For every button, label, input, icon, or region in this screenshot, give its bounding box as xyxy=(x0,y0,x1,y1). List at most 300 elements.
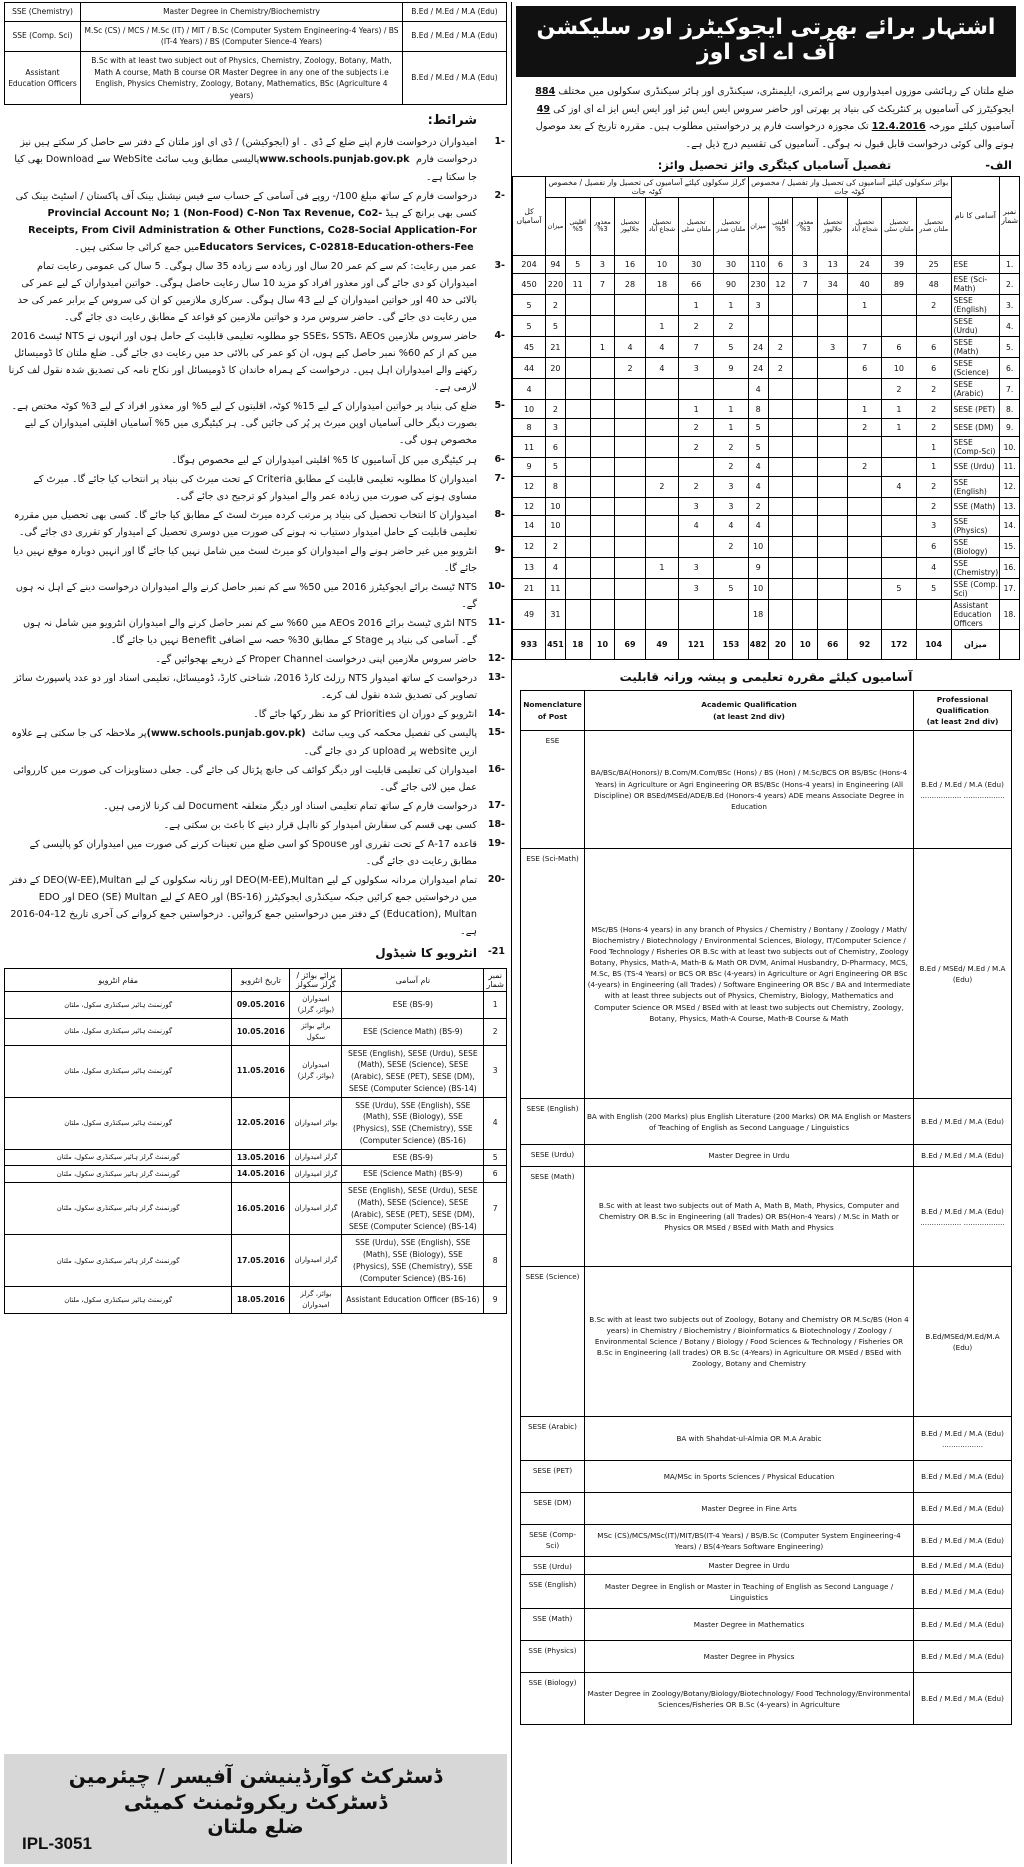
schedule-venue: گورنمنٹ ہائیر سیکنڈری سکول، ملتان xyxy=(5,1287,232,1314)
qual-professional: B.Ed / MSEd/ M.Ed / M.A (Edu) xyxy=(914,849,1012,1099)
alloc-total: 45 xyxy=(513,337,546,358)
alloc-girls-value xyxy=(565,316,590,337)
condition-number: 3- xyxy=(494,259,505,271)
qual-header-nom-text: Nomenclature of Post xyxy=(523,700,582,721)
alloc-boys-value xyxy=(818,536,848,557)
alloc-row xyxy=(513,295,1020,316)
alloc-boys-value xyxy=(793,515,818,536)
schedule-sn: 4 xyxy=(484,1097,507,1149)
alloc-girls-value: 4 xyxy=(679,515,714,536)
alloc-girls-value xyxy=(590,578,615,599)
alloc-girls-value xyxy=(645,458,679,476)
schedule-category: امیدواران (بوائز، گرلز) xyxy=(290,992,342,1019)
condition-number: 5- xyxy=(494,400,505,412)
alloc-boys-value: 5 xyxy=(881,578,916,599)
alloc-post: SSE (English) xyxy=(951,476,1000,497)
alloc-sn: 5. xyxy=(1000,337,1020,358)
ipl-number: IPL-3051 xyxy=(22,1834,92,1853)
alloc-girls-value: 2 xyxy=(714,316,749,337)
allocation-subheading xyxy=(512,154,1020,176)
alloc-sum-blank xyxy=(1000,629,1020,659)
alloc-sum-girls: 49 xyxy=(645,629,679,659)
schedule-header-venue: مقام انٹرویو xyxy=(5,969,232,992)
top-table-row xyxy=(5,51,507,105)
qual-header-nomenclature xyxy=(521,690,585,730)
alloc-boys-total: 4 xyxy=(748,379,768,400)
alloc-post: SESE (Arabic) xyxy=(951,379,1000,400)
alloc-total: 10 xyxy=(513,400,546,418)
condition-english: Provincial Account No; 1 (Non-Food) C-Non Tax Revenue, Co2-Receipts, From Civil Administration & Other Functions, Co28-Social Application-For Educators Services, C-02818-Education-others-Fee xyxy=(28,207,477,253)
alloc-boys-value xyxy=(793,358,818,379)
alloc-girls-value xyxy=(645,437,679,458)
condition-text: درخواست فارم کے ساتھ مبلغ 100/- روپے فی آسامی کے حساب سے فیس نیشنل بینک آف پاکستان / اسٹیٹ بینک کی کسی بھی برانچ کے ہیڈ xyxy=(15,190,477,219)
intro-aeo-count: 49 xyxy=(536,103,551,115)
schedule-category: بوائز، گرلز امیدواران xyxy=(290,1287,342,1314)
schedule-row xyxy=(5,1097,507,1149)
alloc-girls-value xyxy=(714,599,749,629)
condition-item xyxy=(4,452,507,469)
qual-academic: Master Degree in Physics xyxy=(585,1641,914,1673)
alloc-girls-value xyxy=(590,557,615,578)
top-qualification-cell: Master Degree in Chemistry/Biochemistry xyxy=(81,3,403,22)
qual-post: SESE (Comp-Sci) xyxy=(521,1525,585,1557)
condition-text: NTS ٹیسٹ برائے ایجوکیٹرز 2016 میں 50% سے کم نمبر حاصل کرنے والے امیدواران درخواست دینے کے اہل نہ ہوں گے۔ xyxy=(15,581,477,610)
alloc-sum-girls: 121 xyxy=(679,629,714,659)
alloc-boys-value xyxy=(768,578,793,599)
alloc-post: SESE (Urdu) xyxy=(951,316,1000,337)
alloc-boys-value xyxy=(768,497,793,515)
alloc-subheader-girls: تحصیل ملتان صدر xyxy=(714,197,749,255)
alloc-boys-value: 2 xyxy=(768,358,793,379)
alloc-boys-value xyxy=(793,557,818,578)
condition-item xyxy=(4,872,507,940)
alloc-post: SSE (Chemistry) xyxy=(951,557,1000,578)
alloc-boys-value xyxy=(818,400,848,418)
alloc-post: SESE (Comp-Sci) xyxy=(951,437,1000,458)
qual-professional: B.Ed / M.Ed / M.A (Edu) .................. xyxy=(914,1417,1012,1461)
condition-item xyxy=(4,398,507,449)
alloc-girls-value xyxy=(565,418,590,436)
alloc-girls-value xyxy=(714,379,749,400)
alloc-girls-value xyxy=(615,497,645,515)
schedule-sn: 8 xyxy=(484,1235,507,1287)
alloc-girls-total: 2 xyxy=(546,295,566,316)
condition-number: 6- xyxy=(494,453,505,465)
intro-text-4: تک مجوزہ درخواست فارم پر درخواستیں مطلوب ہیں۔ مقررہ تاریخ کے بعد موصول ہونے والی کوئی درخواست قابل قبول نہ ہوگی۔ آسامیوں کی تقسیم درج ذیل ہے۔ xyxy=(535,121,1014,151)
alloc-total: 14 xyxy=(513,515,546,536)
signature-line-2: ڈسٹرکٹ ریکروٹمنٹ کمیٹی xyxy=(123,1790,388,1814)
schedule-header-post: نام آسامی xyxy=(342,969,484,992)
alloc-header-boys: بوائز سکولوں کیلئے آسامیوں کی تحصیل وار تفصیل / مخصوص کوٹہ جات xyxy=(748,176,951,197)
schedule-sn: 9 xyxy=(484,1287,507,1314)
schedule-post: SSE (Urdu), SSE (English), SSE (Math), SSE (Biology), SSE (Physics), SSE (Chemistry), SSE (Computer Science) (BS-16) xyxy=(342,1097,484,1149)
alloc-boys-value: 4 xyxy=(916,557,951,578)
alloc-total: 204 xyxy=(513,255,546,273)
alloc-post: ESE (Sci-Math) xyxy=(951,274,1000,295)
alloc-sn: 17. xyxy=(1000,578,1020,599)
alloc-girls-value xyxy=(590,599,615,629)
interview-schedule-title xyxy=(4,942,507,966)
qualification-row xyxy=(521,849,1012,1099)
alloc-girls-value: 66 xyxy=(679,274,714,295)
alloc-boys-value: 3 xyxy=(916,515,951,536)
alloc-sum-label: میزان xyxy=(951,629,1000,659)
alloc-sn: 8. xyxy=(1000,400,1020,418)
qual-post: SSE (Physics) xyxy=(521,1641,585,1673)
alloc-sn: 16. xyxy=(1000,557,1020,578)
alloc-sn: 15. xyxy=(1000,536,1020,557)
alloc-header-post: آسامی کا نام xyxy=(951,176,1000,255)
alloc-girls-value: 3 xyxy=(714,497,749,515)
alloc-boys-value xyxy=(881,557,916,578)
alloc-boys-value: 1 xyxy=(848,400,882,418)
alloc-boys-value xyxy=(793,337,818,358)
intro-text-2: ایجوکیٹرز کی آسامیوں پر کنٹریکٹ کی بنیاد پر بھرتی اور حاضر سروس ایس ایس ٹیز اور ایس ایس ایز اے ای اوز کی xyxy=(553,103,1014,115)
alloc-girls-value xyxy=(615,536,645,557)
alloc-subheader-boys: تحصیل ملتان صدر xyxy=(916,197,951,255)
intro-educator-count: 884 xyxy=(535,86,556,97)
right-column xyxy=(511,2,1020,1864)
alloc-boys-value: 10 xyxy=(881,358,916,379)
alloc-boys-value: 2 xyxy=(916,476,951,497)
alloc-post: Assistant Education Officers xyxy=(951,599,1000,629)
condition-item xyxy=(4,328,507,396)
qual-header-aq-sub: (at least 2nd div) xyxy=(713,711,785,721)
signature-line-3: ضلع ملتان xyxy=(207,1816,304,1838)
alloc-girls-value xyxy=(565,437,590,458)
alloc-girls-value xyxy=(590,358,615,379)
alloc-girls-value: 9 xyxy=(714,358,749,379)
alloc-boys-value: 6 xyxy=(916,337,951,358)
schedule-row xyxy=(5,1045,507,1097)
alloc-girls-value xyxy=(615,295,645,316)
alloc-boys-value xyxy=(793,536,818,557)
alloc-boys-value: 5 xyxy=(916,578,951,599)
condition-number: 15- xyxy=(487,727,505,739)
condition-item xyxy=(4,188,507,256)
qual-professional: B.Ed / M.Ed / M.A (Edu) xyxy=(914,1525,1012,1557)
intro-last-date: 12.4.2016 xyxy=(871,121,926,133)
alloc-boys-value xyxy=(881,295,916,316)
alloc-sn: 14. xyxy=(1000,515,1020,536)
alloc-total: 11 xyxy=(513,437,546,458)
headline-banner: اشتہار برائے بھرتی ایجوکیٹرز اور سلیکشن آف اے ای اوز xyxy=(516,6,1016,77)
alloc-sn: 7. xyxy=(1000,379,1020,400)
top-post-cell: SSE (Chemistry) xyxy=(5,3,81,22)
alloc-total: 13 xyxy=(513,557,546,578)
alloc-row xyxy=(513,578,1020,599)
alloc-boys-value xyxy=(793,295,818,316)
alloc-girls-value: 2 xyxy=(645,476,679,497)
alloc-girls-value: 16 xyxy=(615,255,645,273)
qual-header-pq-text: Professional Qualification xyxy=(936,694,989,715)
condition-text-2: پر ملاحظہ کی جا سکتی ہے علاوہ ازیں website پر upload کر دی جائے گی۔ xyxy=(11,728,477,757)
schedule-date: 18.05.2016 xyxy=(232,1287,290,1314)
alloc-girls-value: 1 xyxy=(679,400,714,418)
condition-item xyxy=(4,258,507,326)
alloc-girls-value xyxy=(565,476,590,497)
alloc-girls-value xyxy=(565,337,590,358)
alloc-boys-value: 4 xyxy=(881,476,916,497)
alloc-boys-value: 6 xyxy=(916,358,951,379)
alloc-subheader-boys: تحصیل شجاع آباد xyxy=(848,197,882,255)
alloc-row xyxy=(513,400,1020,418)
alloc-girls-value xyxy=(645,497,679,515)
qual-academic: Master Degree in Mathematics xyxy=(585,1609,914,1641)
alloc-boys-value xyxy=(881,316,916,337)
alloc-boys-value xyxy=(881,599,916,629)
qual-academic: B.Sc with at least two subjects out of Zoology, Botany and Chemistry OR M.Sc/BS (Hon 4 years) in Chemistry / Biochemistry / Bioinformatics & Biotechnology / Zoology / Environmental Science / Botany / Biology / Food Sciences & Technology / Fisheries OR B.Sc in Engineering (all trades) OR B.Sc (4-Years) in Agriculture OR MSEd / BSEd with Zoology, Botany and Chemistry xyxy=(585,1267,914,1417)
condition-number: 16- xyxy=(487,763,505,775)
qual-post: SESE (Math) xyxy=(521,1167,585,1267)
qualification-row xyxy=(521,1461,1012,1493)
alloc-boys-value xyxy=(818,458,848,476)
alloc-girls-value: 10 xyxy=(645,255,679,273)
qual-academic: B.Sc with at least two subjects out of Math A, Math B, Math, Physics, Computer and Chemistry OR B.Sc in Engineering (all Trades) OR BS(Hon-4 Years) / M.Sc in Math or Physics OR MSEd / BSEd with Math and Physics xyxy=(585,1167,914,1267)
alloc-boys-total: 24 xyxy=(748,337,768,358)
alloc-boys-value: 34 xyxy=(818,274,848,295)
alloc-girls-value: 1 xyxy=(714,295,749,316)
alloc-post: SSE (Urdu) xyxy=(951,458,1000,476)
alloc-boys-value xyxy=(768,400,793,418)
alloc-boys-value xyxy=(881,437,916,458)
alloc-sn: 1. xyxy=(1000,255,1020,273)
alloc-girls-value: 4 xyxy=(645,358,679,379)
alloc-boys-value xyxy=(768,599,793,629)
alloc-girls-value xyxy=(565,497,590,515)
alloc-girls-value xyxy=(645,578,679,599)
alloc-girls-value xyxy=(565,458,590,476)
condition-text: حاضر سروس ملازمین SSEs، SSTs، AEOs جو مطلوبہ تعلیمی قابلیت کے حامل ہوں اور انہوں نے NTS ٹیسٹ 2016 میں کم از کم 60% نمبر حاصل کیے ہوں، ان کو عمر کی بالائی حد میں رعایت دی جائے گی۔ ضلع ملتان کا ڈومیسائل رکھنے والے امیدواران اہل ہیں۔ درخواست کے ہمراہ خاندان کا ڈومیسائل اور نکاح نامہ کی تصدیق شدہ نقول لف کرنا لازمی ہے۔ xyxy=(8,331,477,394)
condition-text: حاضر سروس ملازمین اپنی درخواست Proper Channel کے ذریعے بھجوائیں گے۔ xyxy=(155,654,477,666)
qualification-row xyxy=(521,731,1012,849)
condition-item xyxy=(4,725,507,759)
alloc-girls-value: 3 xyxy=(590,255,615,273)
schedule-venue: گورنمنٹ ہائیر سیکنڈری سکول، ملتان xyxy=(5,992,232,1019)
alloc-boys-value xyxy=(818,295,848,316)
alloc-boys-value xyxy=(818,515,848,536)
alloc-boys-value xyxy=(768,458,793,476)
alloc-girls-value: 1 xyxy=(714,418,749,436)
qual-professional: B.Ed / M.Ed / M.A (Edu) xyxy=(914,1461,1012,1493)
top-qualification-cell: M.Sc (CS) / MCS / M.Sc (IT) / MIT / B.Sc (Computer System Engineering-4 Years) / BS (IT-4 Years) / BS (Computer Sience-4 Years) xyxy=(81,21,403,51)
alloc-boys-value xyxy=(818,476,848,497)
condition-item xyxy=(4,706,507,723)
condition-text: امیدواران کا انتخاب تحصیل کی بنیاد پر مرتب کردہ میرٹ لسٹ کے مطابق کیا جائے گا۔ کسی بھی تحصیل میں مقررہ تعلیمی قابلیت کے حامل امیدوار دستیاب نہ ہونے کی صورت میں دوسری تحصیل کے امیدوار کو تقرری دی جائے گی۔ xyxy=(13,509,477,538)
qualification-row xyxy=(521,1099,1012,1145)
alloc-girls-value xyxy=(565,536,590,557)
conditions-list xyxy=(4,134,507,940)
schedule-date: 12.05.2016 xyxy=(232,1097,290,1149)
alloc-girls-value: 4 xyxy=(645,337,679,358)
alloc-girls-value: 7 xyxy=(590,274,615,295)
alloc-sum-girls: 18 xyxy=(565,629,590,659)
condition-number: 17- xyxy=(487,799,505,811)
qual-academic: Master Degree in Zoology/Botany/Biology/Biotechnology/ Food Technology/Environmental Sciences/Fisheries OR B.Sc (4-years) in Agriculture xyxy=(585,1673,914,1725)
alloc-subheader-boys: اقلیتی 5% xyxy=(768,197,793,255)
condition-item xyxy=(4,798,507,815)
condition-number: 14- xyxy=(487,708,505,720)
alloc-boys-value: 2 xyxy=(916,497,951,515)
alloc-boys-value: 24 xyxy=(848,255,882,273)
alloc-total: 5 xyxy=(513,316,546,337)
alloc-girls-value: 7 xyxy=(679,337,714,358)
alloc-girls-value xyxy=(615,599,645,629)
alloc-girls-value: 30 xyxy=(714,255,749,273)
qualification-row xyxy=(521,1167,1012,1267)
intro-text-3: آسامیوں کیلئے مورخہ xyxy=(928,121,1014,133)
alloc-girls-value xyxy=(645,295,679,316)
alloc-boys-value xyxy=(793,578,818,599)
qualification-row xyxy=(521,1609,1012,1641)
alloc-girls-value: 4 xyxy=(615,337,645,358)
schedule-venue: گورنمنٹ ہائیر سیکنڈری سکول، ملتان xyxy=(5,1018,232,1045)
alloc-girls-value xyxy=(565,557,590,578)
alloc-total: 21 xyxy=(513,578,546,599)
alloc-sum-girls: 69 xyxy=(615,629,645,659)
condition-number: 20- xyxy=(487,873,505,885)
schedule-number: 21- xyxy=(487,946,505,958)
qualification-row xyxy=(521,1493,1012,1525)
alloc-boys-total: 10 xyxy=(748,536,768,557)
top-post-cell: SSE (Comp. Sci) xyxy=(5,21,81,51)
alloc-row xyxy=(513,379,1020,400)
schedule-post: SESE (English), SESE (Urdu), SESE (Math), SESE (Science), SESE (Arabic), SESE (PET), SESE (DM), SESE (Computer Science) (BS-14) xyxy=(342,1183,484,1235)
condition-text: تمام امیدواران مردانہ سکولوں کے لیے DEO(M-EE),Multan اور زنانہ سکولوں کے لیے DEO(W-EE),Multan کے دفتر میں درخواستیں جمع کرائیں جبکہ سیکنڈری ایجوکیٹرز (BS-16) اور AEO کے لیے DEO (SE) Multan اور EDO (Education), Multan کے دفتر میں درخواستیں جمع کروائیں۔ درخواستیں جمع کروانے کی آخری تاریخ 12-04-2016 ہے۔ xyxy=(9,874,477,938)
schedule-venue: گورنمنٹ گرلز ہائیر سیکنڈری سکول، ملتان xyxy=(5,1235,232,1287)
schedule-date: 17.05.2016 xyxy=(232,1235,290,1287)
qual-professional: B.Ed/MSEd/M.Ed/M.A (Edu) xyxy=(914,1267,1012,1417)
condition-text: NTS انٹری ٹیسٹ برائے AEOs 2016 میں 60% سے کم نمبر حاصل کرنے والے امیدواران انٹرویو میں شامل نہ ہوں گے۔ آسامی کی بنیاد پر Stage کے مطابق 30% حصہ سے اضافی Benefit نہیں دیا جائے گا۔ xyxy=(23,618,477,647)
conditions-title: شرائط: xyxy=(427,113,477,129)
alloc-boys-value: 3 xyxy=(793,255,818,273)
alloc-girls-value: 90 xyxy=(714,274,749,295)
alloc-girls-value: 1 xyxy=(714,400,749,418)
alloc-girls-value: 5 xyxy=(714,578,749,599)
alloc-boys-value: 2 xyxy=(848,418,882,436)
alloc-boys-value xyxy=(818,316,848,337)
alloc-boys-value xyxy=(793,418,818,436)
alloc-boys-value xyxy=(768,316,793,337)
signature-block xyxy=(4,1754,507,1864)
qual-academic: MSc/BS (Hons-4 years) in any branch of Physics / Chemistry / Bontany / Zoology / Math/ Biochemistry / Biotechnology / Environmental Sciences, Biology, IT/Computer Science / Food Technology / Fisheries OR B.Sc with at least two subjects out of Chemistry, Zoology Botany, Physics, Math-A, Math-B & Math OR DVM, Animal Husbandry, D-Pharmacy, MCS, M.Sc, BS (TS-4 Years) or BCS OR BSc (4-years) in Agriculture or Agri Engineering OR BSc (4-years) in Engineering (all Trades) / Software Engineering OR BSc / BA and Intermediate with at least three subjects out of Physics, Chemistry, Biology, Mathematics and Computer Science OR MSEd / BSEd with at least two subjects out Chemistry, Zoology, Botany, Physics, Math-A Course, Math-B Course & Math xyxy=(585,849,914,1099)
alloc-boys-value: 2 xyxy=(768,337,793,358)
qual-professional: B.Ed / M.Ed / M.A (Edu) .................. .................. xyxy=(914,731,1012,849)
alloc-girls-value xyxy=(615,379,645,400)
allocation-letter: الف- xyxy=(985,157,1012,172)
alloc-girls-value xyxy=(679,599,714,629)
alloc-boys-total: 2 xyxy=(748,497,768,515)
condition-item xyxy=(4,836,507,870)
condition-number: 7- xyxy=(494,472,505,484)
alloc-subheader-girls: میزان xyxy=(546,197,566,255)
alloc-boys-value: 1 xyxy=(848,295,882,316)
alloc-boys-value xyxy=(881,497,916,515)
alloc-sn: 10. xyxy=(1000,437,1020,458)
alloc-girls-total: 94 xyxy=(546,255,566,273)
condition-text: امیدواران کی تعلیمی قابلیت اور دیگر کوائف کی جانچ پڑتال کی جائے گی۔ جعلی دستاویزات کی صورت میں کارروائی عمل میں لائی جائے گی۔ xyxy=(13,764,477,793)
schedule-post: SSE (Urdu), SSE (English), SSE (Math), SSE (Biology), SSE (Physics), SSE (Chemistry), SSE (Computer Science) (BS-16) xyxy=(342,1235,484,1287)
qual-post: ESE (Sci-Math) xyxy=(521,849,585,1099)
condition-item xyxy=(4,817,507,834)
alloc-girls-total: 31 xyxy=(546,599,566,629)
alloc-boys-value xyxy=(818,599,848,629)
alloc-boys-total: 10 xyxy=(748,578,768,599)
alloc-boys-value: 7 xyxy=(848,337,882,358)
qual-post: SESE (Arabic) xyxy=(521,1417,585,1461)
alloc-boys-value xyxy=(916,316,951,337)
qualification-row xyxy=(521,1267,1012,1417)
schedule-date: 09.05.2016 xyxy=(232,992,290,1019)
alloc-total: 8 xyxy=(513,418,546,436)
condition-number: 4- xyxy=(494,330,505,342)
qual-header-aq-text: Academic Qualification xyxy=(701,700,797,710)
alloc-girls-value xyxy=(590,536,615,557)
alloc-row xyxy=(513,515,1020,536)
alloc-total: 12 xyxy=(513,497,546,515)
qual-professional: B.Ed / M.Ed / M.A (Edu) .................. .................. xyxy=(914,1167,1012,1267)
condition-text: انٹرویو کے دوران ان Priorities کو مد نظر رکھا جائے گا۔ xyxy=(253,709,477,721)
alloc-boys-value xyxy=(793,316,818,337)
alloc-sum-boys-total: 482 xyxy=(748,629,768,659)
alloc-boys-value: 6 xyxy=(768,255,793,273)
left-column xyxy=(4,2,507,1864)
alloc-girls-value: 2 xyxy=(679,476,714,497)
schedule-sn: 1 xyxy=(484,992,507,1019)
schedule-category: گرلز امیدواران xyxy=(290,1183,342,1235)
schedule-post: ESE (Science Math) (BS-9) xyxy=(342,1166,484,1183)
schedule-row xyxy=(5,1018,507,1045)
alloc-boys-value xyxy=(818,358,848,379)
top-professional-cell: B.Ed / M.Ed / M.A (Edu) xyxy=(403,21,507,51)
alloc-boys-total: 4 xyxy=(748,515,768,536)
alloc-sum-row xyxy=(513,629,1020,659)
qual-academic: MA/MSc in Sports Sciences / Physical Education xyxy=(585,1461,914,1493)
condition-number: 19- xyxy=(487,837,505,849)
schedule-sn: 2 xyxy=(484,1018,507,1045)
alloc-girls-total xyxy=(546,379,566,400)
alloc-girls-value xyxy=(679,536,714,557)
alloc-post: SSE (Comp. Sci) xyxy=(951,578,1000,599)
alloc-post: SESE (Science) xyxy=(951,358,1000,379)
alloc-boys-value xyxy=(848,578,882,599)
qualification-row xyxy=(521,1145,1012,1167)
alloc-boys-value xyxy=(818,418,848,436)
condition-number: 1- xyxy=(494,136,505,148)
alloc-boys-total: 3 xyxy=(748,295,768,316)
alloc-header-sn: نمبر شمار xyxy=(1000,176,1020,255)
alloc-girls-value: 3 xyxy=(679,497,714,515)
alloc-boys-value: 13 xyxy=(818,255,848,273)
qual-post: SESE (PET) xyxy=(521,1461,585,1493)
qual-professional: B.Ed / M.Ed / M.A (Edu) xyxy=(914,1493,1012,1525)
alloc-girls-value xyxy=(645,379,679,400)
alloc-girls-value xyxy=(615,437,645,458)
qual-academic: MSc (CS)/MCS/MSc(IT)/MIT/BS(IT-4 Years) / BS/B.Sc (Computer System Engineering-4 Years) / BS(4-Years Software Engineering) xyxy=(585,1525,914,1557)
alloc-subheader-girls: تحصیل جلالپور xyxy=(615,197,645,255)
qualification-row xyxy=(521,1525,1012,1557)
alloc-boys-total: 9 xyxy=(748,557,768,578)
schedule-sn: 6 xyxy=(484,1166,507,1183)
schedule-row xyxy=(5,1287,507,1314)
alloc-post: SESE (PET) xyxy=(951,400,1000,418)
schedule-date: 10.05.2016 xyxy=(232,1018,290,1045)
alloc-post: SSE (Physics) xyxy=(951,515,1000,536)
condition-number: 2- xyxy=(494,189,505,201)
schedule-venue: گورنمنٹ گرلز ہائیر سیکنڈری سکول، ملتان xyxy=(5,1149,232,1166)
schedule-venue: گورنمنٹ ہائیر سیکنڈری سکول، ملتان xyxy=(5,1045,232,1097)
alloc-boys-value: 48 xyxy=(916,274,951,295)
